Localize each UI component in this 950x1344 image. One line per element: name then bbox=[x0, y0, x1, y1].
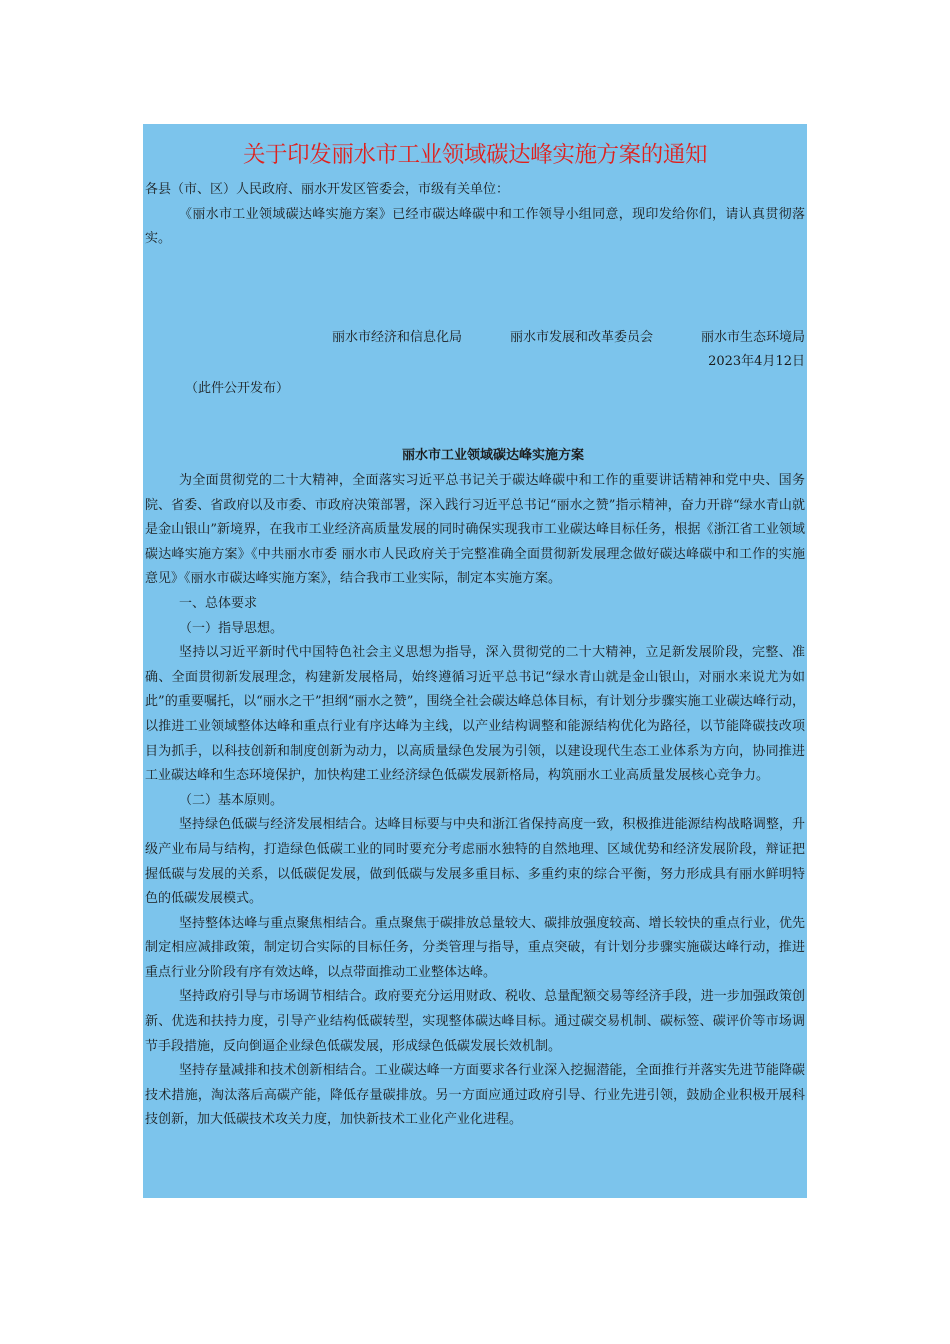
subsection-heading: （一）指导思想。 bbox=[179, 620, 284, 636]
principle-paragraph: 坚持存量减排和技术创新相结合。工业碳达峰一方面要求各行业深入挖掘潜能，全面推行并落实先进节能降碳技术措施，淘汰落后高碳产能，降低存量碳排放。另一方面应通过政府引导、行业先进引领，鼓励企业积极开展科技创新，加大低碳技术攻关力度，加快新技术工业化产业化进程。 bbox=[145, 1063, 805, 1128]
notice-title: 关于印发丽水市工业领域碳达峰实施方案的通知 bbox=[242, 142, 708, 168]
issuer-economy-bureau: 丽水市经济和信息化局 bbox=[331, 329, 462, 345]
principle-paragraph: 坚持整体达峰与重点聚焦相结合。重点聚焦于碳排放总量较大、碳排放强度较高、增长较快的重点行业，优先制定相应减排政策，制定切合实际的目标任务，分类管理与指导，重点突破，有计划分步骤实施碳达峰行动，推进重点行业分阶段有序有效达峰，以点带面推动工业整体达峰。 bbox=[145, 915, 805, 980]
section-heading: 一、总体要求 bbox=[179, 595, 258, 611]
principle-paragraph: 坚持政府引导与市场调节相结合。政府要充分运用财政、税收、总量配额交易等经济手段，进一步加强政策创新、优选和扶持力度，引导产业结构低碳转型，实现整体碳达峰目标。通过碳交易机制、碳标签、碳评价等市场调节手段措施，反向倒逼企业绿色低碳发展，形成绿色低碳发展长效机制。 bbox=[145, 989, 805, 1054]
issuer-row bbox=[145, 326, 805, 351]
issuer-environment-bureau: 丽水市生态环境局 bbox=[700, 329, 805, 345]
addressee: 各县（市、区）人民政府、丽水开发区管委会，市级有关单位： bbox=[145, 182, 510, 197]
issue-date: 2023年4月12日 bbox=[708, 354, 805, 369]
document-page bbox=[143, 124, 807, 1198]
principle-paragraph: 坚持绿色低碳与经济发展相结合。达峰目标要与中央和浙江省保持高度一致，积极推进能源结构战略调整，升级产业布局与结构，打造绿色低碳工业的同时要充分考虑丽水独特的自然地理、区域优势和经济发展阶段，辩证把握低碳与发展的关系，以低碳促发展，做到低碳与发展多重目标、多重约束的综合平衡，努力形成具有丽水鲜明特色的低碳发展模式。 bbox=[145, 817, 805, 907]
plan-body bbox=[145, 469, 805, 1133]
subsection-heading: （二）基本原则。 bbox=[179, 792, 284, 808]
guiding-paragraph: 坚持以习近平新时代中国特色社会主义思想为指导，深入贯彻党的二十大精神，立足新发展阶段，完整、准确、全面贯彻新发展理念，构建新发展格局，始终遵循习近平总书记“绿水青山就是金山银山，对丽水来说尤为如此”的重要嘱托，以“丽水之干”担纲“丽水之赞”，围绕全社会碳达峰总体目标，有计划分步骤实施工业碳达峰行动，以推进工业领域整体达峰和重点行业有序达峰为主线，以产业结构调整和能源结构优化为路径，以节能降碳技改项目为抓手，以科技创新和制度创新为动力，以高质量绿色发展为引领，以建设现代生态工业体系为方向，协同推进工业碳达峰和生态环境保护，加快构建工业经济绿色低碳发展新格局，构筑丽水工业高质量发展核心竞争力。 bbox=[145, 645, 805, 784]
preamble-paragraph: 为全面贯彻党的二十大精神，全面落实习近平总书记关于碳达峰碳中和工作的重要讲话精神和党中央、国务院、省委、省政府以及市委、市政府决策部署，深入践行习近平总书记“丽水之赞”指示精神，奋力开辟“绿水青山就是金山银山”新境界，在我市工业经济高质量发展的同时确保实现我市工业碳达峰目标任务，根据《浙江省工业领域碳达峰实施方案》《中共丽水市委 丽水市人民政府关于完整准确全面贯彻新发展理念做好碳达峰碳中和工作的实施意见》《丽水市碳达峰实施方案》，结合我市工业实际，制定本实施方案。 bbox=[145, 473, 805, 587]
issuer-development-commission: 丽水市发展和改革委员会 bbox=[509, 329, 653, 345]
plan-title: 丽水市工业领域碳达峰实施方案 bbox=[401, 448, 584, 463]
intro-paragraph: 《丽水市工业领域碳达峰实施方案》已经市碳达峰碳中和工作领导小组同意，现印发给你们，请认真贯彻落实。 bbox=[145, 206, 805, 246]
publish-note: （此件公开发布） bbox=[185, 380, 290, 396]
